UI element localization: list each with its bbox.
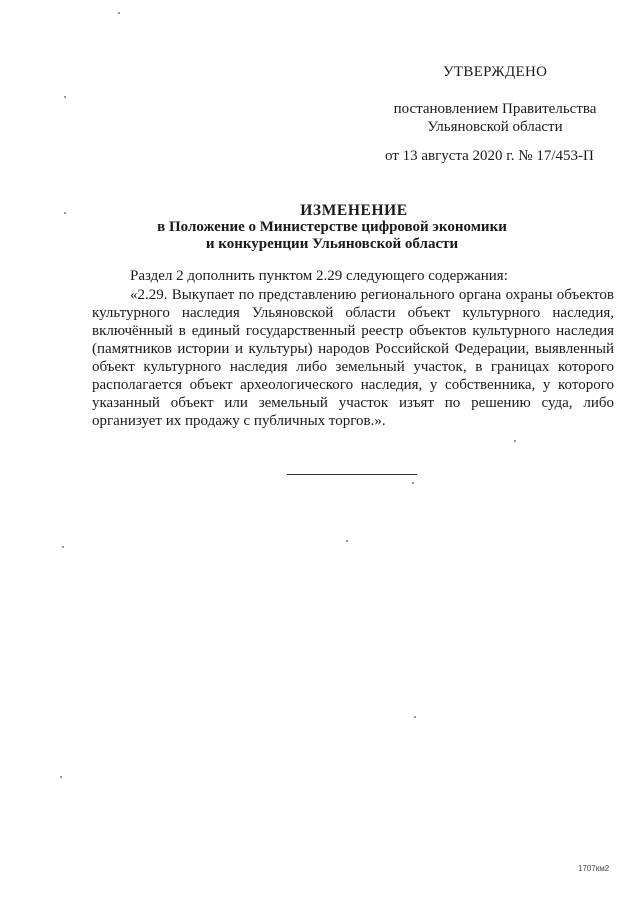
- scan-speck: [60, 776, 62, 778]
- document-subtitle-line1: в Положение о Министерстве цифровой экономики: [157, 219, 507, 235]
- footer-code: 1707км2: [578, 864, 610, 873]
- scan-speck: [412, 482, 414, 484]
- scan-speck: [346, 540, 348, 542]
- scan-speck: [118, 12, 120, 14]
- amendment-text: «2.29. Выкупает по представлению регионального органа охраны объектов культурного наследия Ульяновской области объект культурного наследия, включённый в единый государственный реестр объектов культурного наследия (памятников истории и культуры) народов Российской Федерации, выявленный объект культурного наследия либо земельный участок, в границах которого располагается объект археологического наследия, у собственника, у которого указанный объект или земельный участок изъят по решению суда, либо организует их продажу с публичных торгов.».: [92, 287, 614, 429]
- scan-speck: [64, 212, 66, 214]
- approval-date: от 13 августа 2020 г. № 17/453-П: [385, 148, 594, 164]
- scan-speck: [62, 546, 64, 548]
- amendment-paragraph: [92, 286, 614, 430]
- scan-speck: [64, 96, 66, 98]
- document-title: ИЗМЕНЕНИЕ: [300, 202, 408, 219]
- intro-sentence: Раздел 2 дополнить пунктом 2.29 следующего содержания:: [130, 268, 508, 284]
- closing-divider: [287, 474, 417, 475]
- scan-speck: [414, 716, 416, 718]
- approval-title: УТВЕРЖДЕНО: [443, 64, 548, 80]
- approval-authority: постановлением Правительства: [393, 101, 597, 117]
- document-subtitle-line2: и конкуренции Ульяновской области: [205, 236, 459, 252]
- approval-region: Ульяновской области: [427, 119, 563, 135]
- scan-speck: [514, 440, 516, 442]
